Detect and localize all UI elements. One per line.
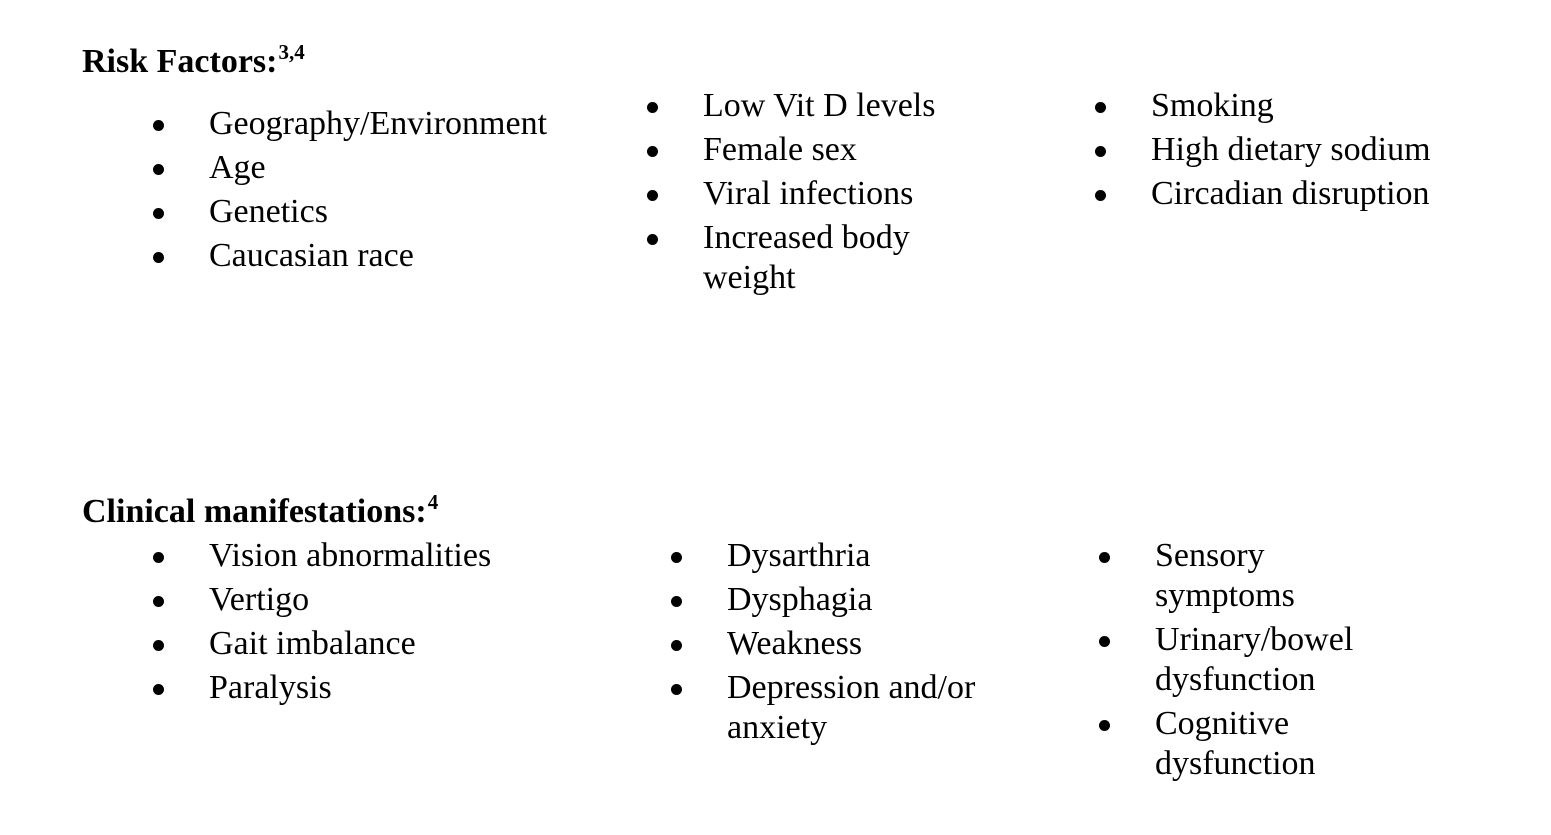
list-item: Cognitive dysfunction: [1099, 704, 1399, 784]
risk-factors-heading: [82, 42, 305, 82]
bullet-icon: [153, 552, 164, 563]
bullet-icon: [1099, 552, 1110, 563]
list-item: Age: [153, 148, 573, 188]
list-item: Increased body weight: [647, 218, 947, 298]
clinical-manifestations-column-1: [153, 536, 573, 712]
list-item: Low Vit D levels: [647, 86, 947, 126]
bullet-icon: [153, 208, 164, 219]
clinical-manifestations-column-2: [671, 536, 1001, 752]
risk-factors-title: Risk Factors:: [82, 43, 278, 80]
list-item: Caucasian race: [153, 236, 573, 276]
risk-factors-citation: 3,4: [278, 40, 305, 64]
bullet-icon: [671, 684, 682, 695]
bullet-icon: [671, 596, 682, 607]
bullet-icon: [647, 234, 658, 245]
list-item: Vision abnormalities: [153, 536, 573, 576]
bullet-icon: [153, 120, 164, 131]
list-item: Female sex: [647, 130, 947, 170]
bullet-icon: [153, 640, 164, 651]
bullet-icon: [647, 190, 658, 201]
bullet-icon: [153, 164, 164, 175]
risk-factors-column-3: [1095, 86, 1535, 218]
risk-factors-column-1: [153, 104, 573, 280]
list-item: Depression and/or anxiety: [671, 668, 1001, 748]
bullet-icon: [1099, 636, 1110, 647]
bullet-icon: [153, 684, 164, 695]
bullet-icon: [1095, 146, 1106, 157]
list-item: Weakness: [671, 624, 1001, 664]
list-item: Urinary/bowel dysfunction: [1099, 620, 1399, 700]
list-item: Geography/Environment: [153, 104, 573, 144]
list-item: Viral infections: [647, 174, 947, 214]
list-item: Circadian disruption: [1095, 174, 1535, 214]
list-item: Genetics: [153, 192, 573, 232]
bullet-icon: [153, 252, 164, 263]
clinical-manifestations-heading: [82, 492, 438, 532]
bullet-icon: [671, 640, 682, 651]
list-item: High dietary sodium: [1095, 130, 1535, 170]
risk-factors-column-2: [647, 86, 947, 302]
list-item: Paralysis: [153, 668, 573, 708]
bullet-icon: [647, 102, 658, 113]
clinical-manifestations-citation: 4: [427, 490, 439, 514]
clinical-manifestations-column-3: [1099, 536, 1399, 788]
list-item: Vertigo: [153, 580, 573, 620]
bullet-icon: [1099, 720, 1110, 731]
bullet-icon: [1095, 190, 1106, 201]
bullet-icon: [647, 146, 658, 157]
list-item: Gait imbalance: [153, 624, 573, 664]
list-item: Dysphagia: [671, 580, 1001, 620]
list-item: Sensory symptoms: [1099, 536, 1399, 616]
bullet-icon: [1095, 102, 1106, 113]
clinical-manifestations-title: Clinical manifestations:: [82, 493, 427, 530]
list-item: Smoking: [1095, 86, 1535, 126]
bullet-icon: [671, 552, 682, 563]
list-item: Dysarthria: [671, 536, 1001, 576]
bullet-icon: [153, 596, 164, 607]
